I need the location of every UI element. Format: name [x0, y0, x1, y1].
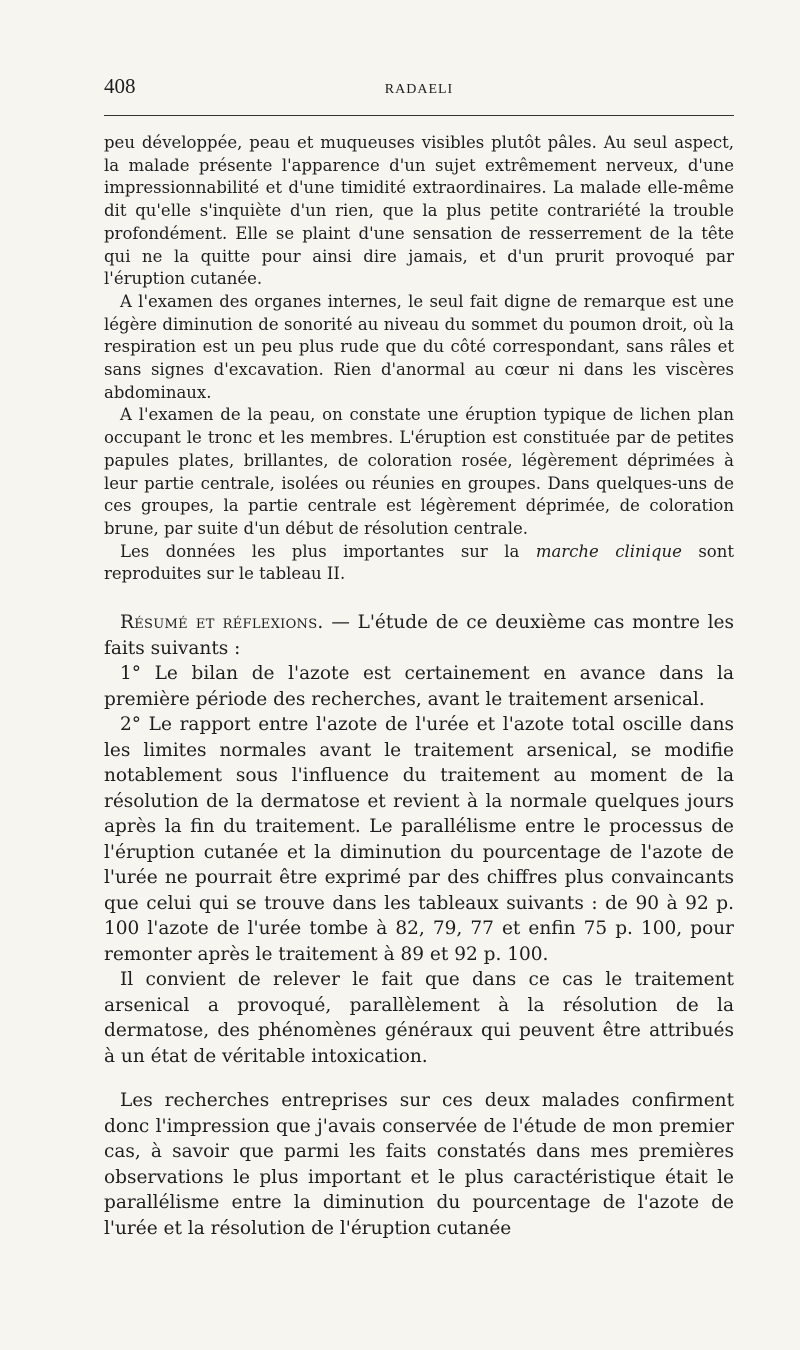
running-head: RADAELI — [384, 82, 454, 97]
paragraph-general-state: peu développée, peau et muqueuses visibles plutôt pâles. Au seul aspect, la malade présente l'apparence d'un sujet extrêmement nerveux, d'une impressionnabilité et d'une timidité extraordinaires. La malade elle-même dit qu'elle s'inquiète d'un rien, que la plus petite contrariété la trouble profondément. Elle se plaint d'une sensation de resserrement de la tête qui ne la quitte pour ainsi dire jamais, et d'un prurit provoqué par l'éruption cutanée. — [104, 133, 734, 289]
summary-section — [104, 610, 734, 1069]
header-rule — [104, 115, 734, 116]
summary-heading: Résumé et réflexions. — [120, 612, 324, 633]
paragraph-intoxication: Il convient de relever le fait que dans ce cas le traitement arsenical a provoqué, parallèlement à la résolution de la dermatose, des phénomènes généraux qui peuvent être attribués à un état de véritable intoxication. — [104, 969, 734, 1067]
finding-2: 2° Le rapport entre l'azote de l'urée et l'azote total oscille dans les limites normales avant le traitement arsenical, se modifie notablement sous l'influence du traitement au moment de la résolution de la dermatose et revient à la normale quelques jours après la fin du traitement. Le parallélisme entre le processus de l'éruption cutanée et la diminution du pourcentage de l'azote de l'urée ne pourrait être exprimé par des chiffres plus convaincants que celui qui se trouve dans les tableaux suivants : de 90 à 92 p. 100 l'azote de l'urée tombe à 82, 79, 77 et enfin 75 p. 100, pour remonter après le traitement à 89 et 92 p. 100. — [104, 714, 734, 965]
case-description-section — [104, 132, 734, 586]
paragraph-clinical-course — [104, 541, 734, 586]
summary-intro: — L'étude de ce deuxième cas montre les faits suivants : — [104, 612, 735, 659]
summary-heading-paragraph — [104, 610, 734, 661]
paragraph-skin-exam: A l'examen de la peau, on constate une éruption typique de lichen plan occupant le tronc et les membres. L'éruption est constituée par de petites papules plates, brillantes, de coloration rosée, légèrement déprimées à leur partie centrale, isolées ou réunies en groupes. Dans quelques-uns de ces groupes, la partie centrale est légèrement déprimée, de coloration brune, par suite d'un début de résolution centrale. — [104, 405, 734, 538]
clinical-course-text-end: sont reproduites sur le tableau II. — [104, 541, 735, 584]
clinical-course-text-start: Les données les plus importantes sur la — [120, 541, 536, 561]
page-header — [104, 70, 734, 102]
conclusion-section — [104, 1088, 734, 1241]
paragraph-conclusion: Les recherches entreprises sur ces deux malades confirment donc l'impression que j'avais conservée de l'étude de mon premier cas, à savoir que parmi les faits constatés dans mes premières observations le plus important et le plus caractéristique était le parallélisme entre la diminution du pourcentage de l'azote de l'urée et la résolution de l'éruption cutanée — [104, 1090, 734, 1239]
finding-1: 1° Le bilan de l'azote est certainement en avance dans la première période des recherches, avant le traitement arsenical. — [104, 663, 734, 710]
clinical-course-italic: marche clinique — [535, 541, 682, 561]
paragraph-internal-organs: A l'examen des organes internes, le seul fait digne de remarque est une légère diminution de sonorité au niveau du sommet du poumon droit, où la respiration est un peu plus rude que du côté correspondant, sans râles et sans signes d'excavation. Rien d'anormal au cœur ni dans les viscères abdominaux. — [104, 291, 734, 402]
page-number: 408 — [104, 74, 136, 98]
